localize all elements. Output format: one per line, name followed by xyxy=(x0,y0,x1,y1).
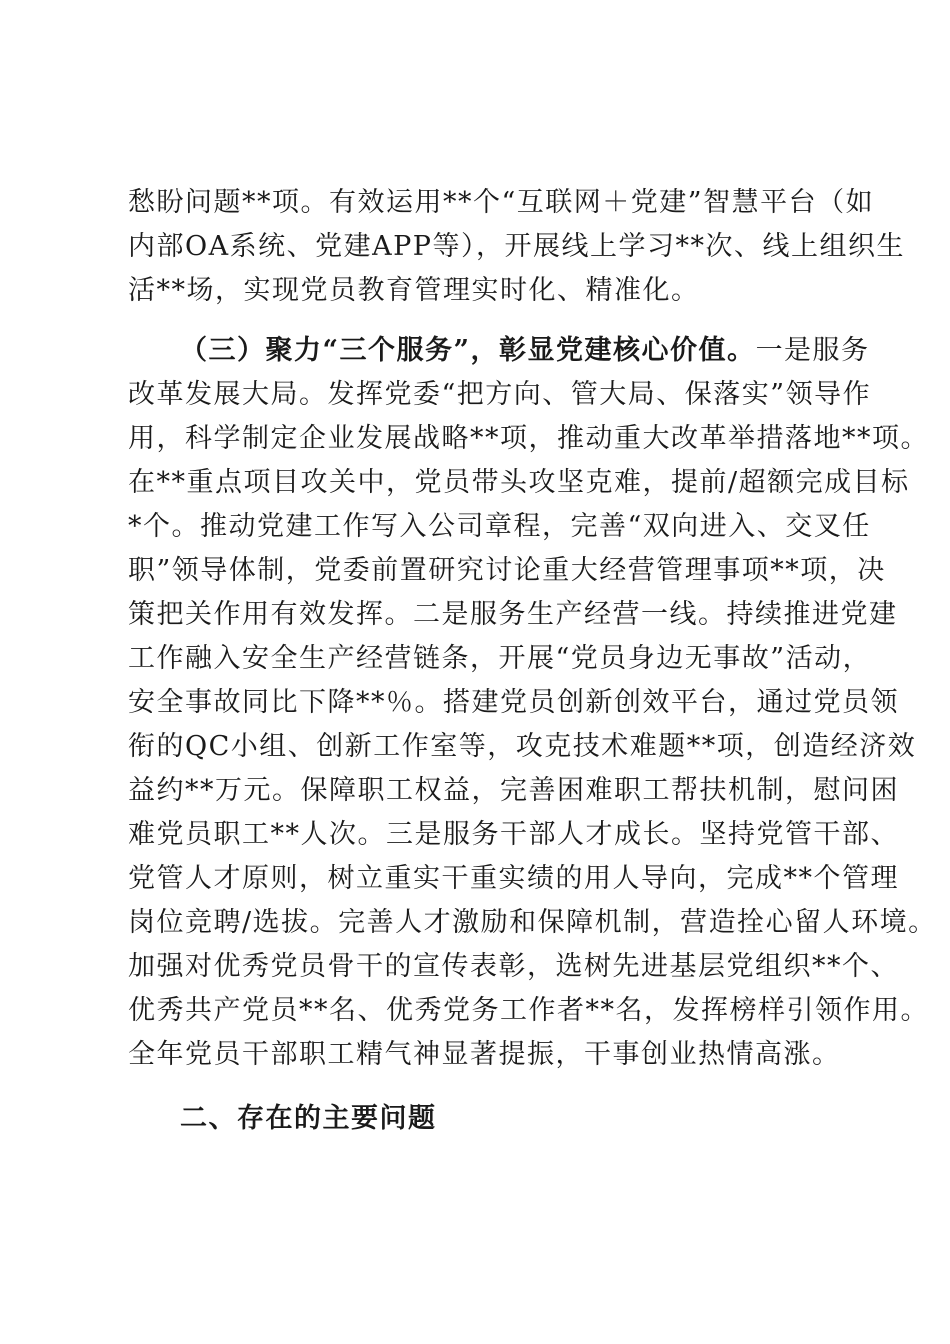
body-text-line: *个。推动党建工作写入公司章程，完善“双向进入、交叉任 xyxy=(128,511,871,542)
body-text-line: 策把关作用有效发挥。二是服务生产经营一线。持续推进党建 xyxy=(128,599,898,630)
body-text-line: 加强对优秀党员骨干的宣传表彰，选树先进基层党组织**个、 xyxy=(128,951,899,982)
body-text-line: 衔的QC小组、创新工作室等，攻克技术难题**项，创造经济效 xyxy=(128,731,917,762)
body-text-line: 在**重点项目攻关中，党员带头攻坚克难，提前/超额完成目标 xyxy=(128,467,910,498)
body-text-line: 优秀共产党员**名、优秀党务工作者**名，发挥榜样引领作用。 xyxy=(128,995,929,1026)
body-text-line: 职”领导体制，党委前置研究讨论重大经营管理事项**项，决 xyxy=(128,555,886,586)
body-text-line: 活**场，实现党员教育管理实时化、精准化。 xyxy=(128,275,700,306)
subsection-heading: （三）聚力“三个服务”，彰显党建核心价值。 xyxy=(180,335,756,366)
body-text-line: 内部OA系统、党建APP等），开展线上学习**次、线上组织生 xyxy=(128,231,905,262)
body-text-line: 用，科学制定企业发展战略**项，推动重大改革举措落地**项。 xyxy=(128,423,929,454)
body-text-line: 益约**万元。保障职工权益，完善困难职工帮扶机制，慰问困 xyxy=(128,775,899,806)
body-text-line: 工作融入安全生产经营链条，开展“党员身边无事故”活动， xyxy=(128,643,872,674)
section-heading: 二、存在的主要问题 xyxy=(180,1103,437,1134)
body-text-line: 安全事故同比下降**％。搭建党员创新创效平台，通过党员领 xyxy=(128,687,899,718)
body-text-line: 愁盼问题**项。有效运用**个“互联网＋党建”智慧平台（如 xyxy=(128,187,875,218)
body-text-line: 全年党员干部职工精气神显著提振，干事创业热情高涨。 xyxy=(128,1039,841,1070)
body-text-line: 岗位竞聘/选拔。完善人才激励和保障机制，营造拴心留人环境。 xyxy=(128,907,937,938)
body-text-line: 改革发展大局。发挥党委“把方向、管大局、保落实”领导作 xyxy=(128,379,872,410)
subsection-first-line xyxy=(180,333,870,369)
body-text-line: 难党员职工**人次。三是服务干部人才成长。坚持党管干部、 xyxy=(128,819,899,850)
body-text: 一是服务 xyxy=(755,335,870,366)
body-text-line: 党管人才原则，树立重实干重实绩的用人导向，完成**个管理 xyxy=(128,863,899,894)
